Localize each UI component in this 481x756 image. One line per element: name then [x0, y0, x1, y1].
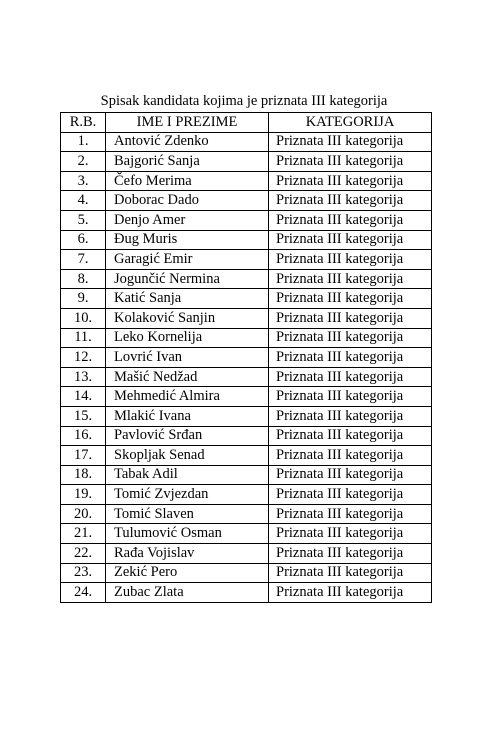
table-row: [61, 289, 432, 309]
table-row: [61, 387, 432, 407]
candidate-category: Priznata III kategorija: [269, 191, 432, 211]
table-row: [61, 269, 432, 289]
row-number: 19.: [61, 485, 106, 505]
table-row: [61, 465, 432, 485]
candidate-category: Priznata III kategorija: [269, 308, 432, 328]
candidate-name: Doborac Dado: [106, 191, 269, 211]
row-number: 6.: [61, 230, 106, 250]
table-row: [61, 210, 432, 230]
candidate-name: Zekić Pero: [106, 563, 269, 583]
row-number: 21.: [61, 524, 106, 544]
row-number: 24.: [61, 583, 106, 603]
candidate-category: Priznata III kategorija: [269, 289, 432, 309]
table-row: [61, 544, 432, 564]
row-number: 11.: [61, 328, 106, 348]
table-row: [61, 230, 432, 250]
candidate-category: Priznata III kategorija: [269, 230, 432, 250]
candidate-category: Priznata III kategorija: [269, 387, 432, 407]
candidate-name: Mašić Nedžad: [106, 367, 269, 387]
table-row: [61, 250, 432, 270]
candidate-category: Priznata III kategorija: [269, 152, 432, 172]
row-number: 14.: [61, 387, 106, 407]
row-number: 7.: [61, 250, 106, 270]
candidates-table: [60, 112, 432, 603]
header-rb: R.B.: [61, 113, 106, 133]
candidate-category: Priznata III kategorija: [269, 269, 432, 289]
candidate-name: Tabak Adil: [106, 465, 269, 485]
table-row: [61, 191, 432, 211]
candidate-category: Priznata III kategorija: [269, 446, 432, 466]
candidate-name: Garagić Emir: [106, 250, 269, 270]
candidate-name: Čefo Merima: [106, 171, 269, 191]
table-row: [61, 426, 432, 446]
row-number: 20.: [61, 504, 106, 524]
row-number: 1.: [61, 132, 106, 152]
candidate-name: Mlakić Ivana: [106, 406, 269, 426]
candidate-category: Priznata III kategorija: [269, 210, 432, 230]
candidate-name: Jogunčić Nermina: [106, 269, 269, 289]
candidate-category: Priznata III kategorija: [269, 504, 432, 524]
table-row: [61, 485, 432, 505]
table-row: [61, 367, 432, 387]
candidate-name: Kolaković Sanjin: [106, 308, 269, 328]
candidate-category: Priznata III kategorija: [269, 171, 432, 191]
candidate-category: Priznata III kategorija: [269, 367, 432, 387]
candidate-category: Priznata III kategorija: [269, 328, 432, 348]
candidate-category: Priznata III kategorija: [269, 465, 432, 485]
candidate-name: Katić Sanja: [106, 289, 269, 309]
table-row: [61, 308, 432, 328]
candidate-category: Priznata III kategorija: [269, 544, 432, 564]
candidate-name: Antović Zdenko: [106, 132, 269, 152]
candidate-name: Đug Muris: [106, 230, 269, 250]
candidate-name: Mehmedić Almira: [106, 387, 269, 407]
table-row: [61, 171, 432, 191]
row-number: 9.: [61, 289, 106, 309]
table-row: [61, 563, 432, 583]
row-number: 22.: [61, 544, 106, 564]
table-row: [61, 152, 432, 172]
candidate-name: Pavlović Srđan: [106, 426, 269, 446]
table-row: [61, 446, 432, 466]
candidate-category: Priznata III kategorija: [269, 524, 432, 544]
candidate-category: Priznata III kategorija: [269, 132, 432, 152]
candidate-category: Priznata III kategorija: [269, 348, 432, 368]
candidate-category: Priznata III kategorija: [269, 583, 432, 603]
table-row: [61, 348, 432, 368]
candidate-category: Priznata III kategorija: [269, 250, 432, 270]
row-number: 2.: [61, 152, 106, 172]
table-row: [61, 406, 432, 426]
row-number: 23.: [61, 563, 106, 583]
document-title: Spisak kandidata kojima je priznata III kategorija: [100, 93, 388, 109]
row-number: 8.: [61, 269, 106, 289]
candidate-name: Tulumović Osman: [106, 524, 269, 544]
candidate-name: Leko Kornelija: [106, 328, 269, 348]
candidate-name: Tomić Zvjezdan: [106, 485, 269, 505]
row-number: 16.: [61, 426, 106, 446]
candidate-name: Zubac Zlata: [106, 583, 269, 603]
candidate-name: Denjo Amer: [106, 210, 269, 230]
header-name: IME I PREZIME: [106, 113, 269, 133]
table-row: [61, 328, 432, 348]
header-category: KATEGORIJA: [269, 113, 432, 133]
row-number: 4.: [61, 191, 106, 211]
candidate-category: Priznata III kategorija: [269, 426, 432, 446]
candidate-name: Tomić Slaven: [106, 504, 269, 524]
candidate-name: Rađa Vojislav: [106, 544, 269, 564]
row-number: 10.: [61, 308, 106, 328]
row-number: 3.: [61, 171, 106, 191]
table-header-row: [61, 113, 432, 133]
row-number: 12.: [61, 348, 106, 368]
candidate-category: Priznata III kategorija: [269, 485, 432, 505]
table-row: [61, 132, 432, 152]
candidate-category: Priznata III kategorija: [269, 563, 432, 583]
row-number: 13.: [61, 367, 106, 387]
row-number: 5.: [61, 210, 106, 230]
table-row: [61, 524, 432, 544]
candidate-name: Bajgorić Sanja: [106, 152, 269, 172]
candidate-name: Lovrić Ivan: [106, 348, 269, 368]
candidate-category: Priznata III kategorija: [269, 406, 432, 426]
row-number: 18.: [61, 465, 106, 485]
table-row: [61, 504, 432, 524]
row-number: 17.: [61, 446, 106, 466]
candidate-name: Skopljak Senad: [106, 446, 269, 466]
row-number: 15.: [61, 406, 106, 426]
table-row: [61, 583, 432, 603]
